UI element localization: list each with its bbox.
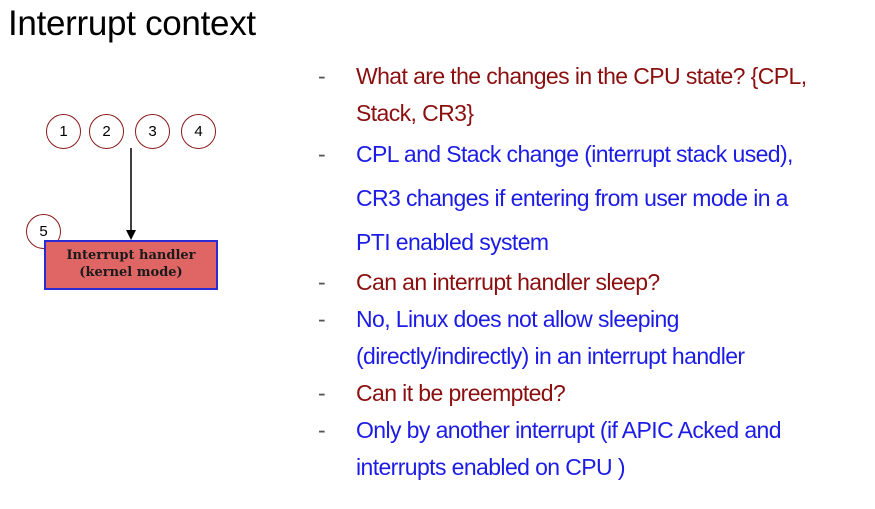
bullet-item — [318, 264, 868, 301]
bullet-list — [318, 58, 868, 486]
handler-label-line2: (kernel mode) — [79, 265, 183, 280]
bullet-item — [318, 58, 868, 132]
slide-title: Interrupt context — [8, 4, 256, 43]
bullet-dash: - — [318, 306, 326, 332]
interrupt-handler-box — [44, 240, 218, 290]
step-circle-2: 2 — [89, 114, 124, 149]
bullet-line: CPL and Stack change (interrupt stack used), — [356, 141, 793, 167]
bullet-line: Only by another interrupt (if APIC Acked and — [356, 417, 781, 443]
bullet-line: Can it be preempted? — [356, 380, 566, 406]
bullet-dash: - — [318, 269, 326, 295]
bullet-dash: - — [318, 380, 326, 406]
bullet-item — [318, 412, 868, 486]
step-circle-5: 5 — [26, 214, 61, 249]
bullet-line: No, Linux does not allow sleeping — [356, 306, 679, 332]
bullet-line: CR3 changes if entering from user mode in a — [356, 185, 788, 211]
bullet-line: Can an interrupt handler sleep? — [356, 269, 660, 295]
bullet-dash: - — [318, 141, 326, 167]
bullet-item — [318, 132, 868, 264]
bullet-line: interrupts enabled on CPU ) — [356, 454, 625, 480]
bullet-item — [318, 301, 868, 375]
step-circle-3: 3 — [135, 114, 170, 149]
bullet-line: (directly/indirectly) in an interrupt handler — [356, 343, 745, 369]
bullet-dash: - — [318, 63, 326, 89]
step-circle-1: 1 — [46, 114, 81, 149]
bullet-line: Stack, CR3} — [356, 100, 474, 126]
bullet-line: What are the changes in the CPU state? {CPL, — [356, 63, 807, 89]
bullet-item — [318, 375, 868, 412]
step-circle-4: 4 — [181, 114, 216, 149]
bullet-dash: - — [318, 417, 326, 443]
bullet-line: PTI enabled system — [356, 229, 549, 255]
handler-label-line1: Interrupt handler — [66, 248, 196, 264]
